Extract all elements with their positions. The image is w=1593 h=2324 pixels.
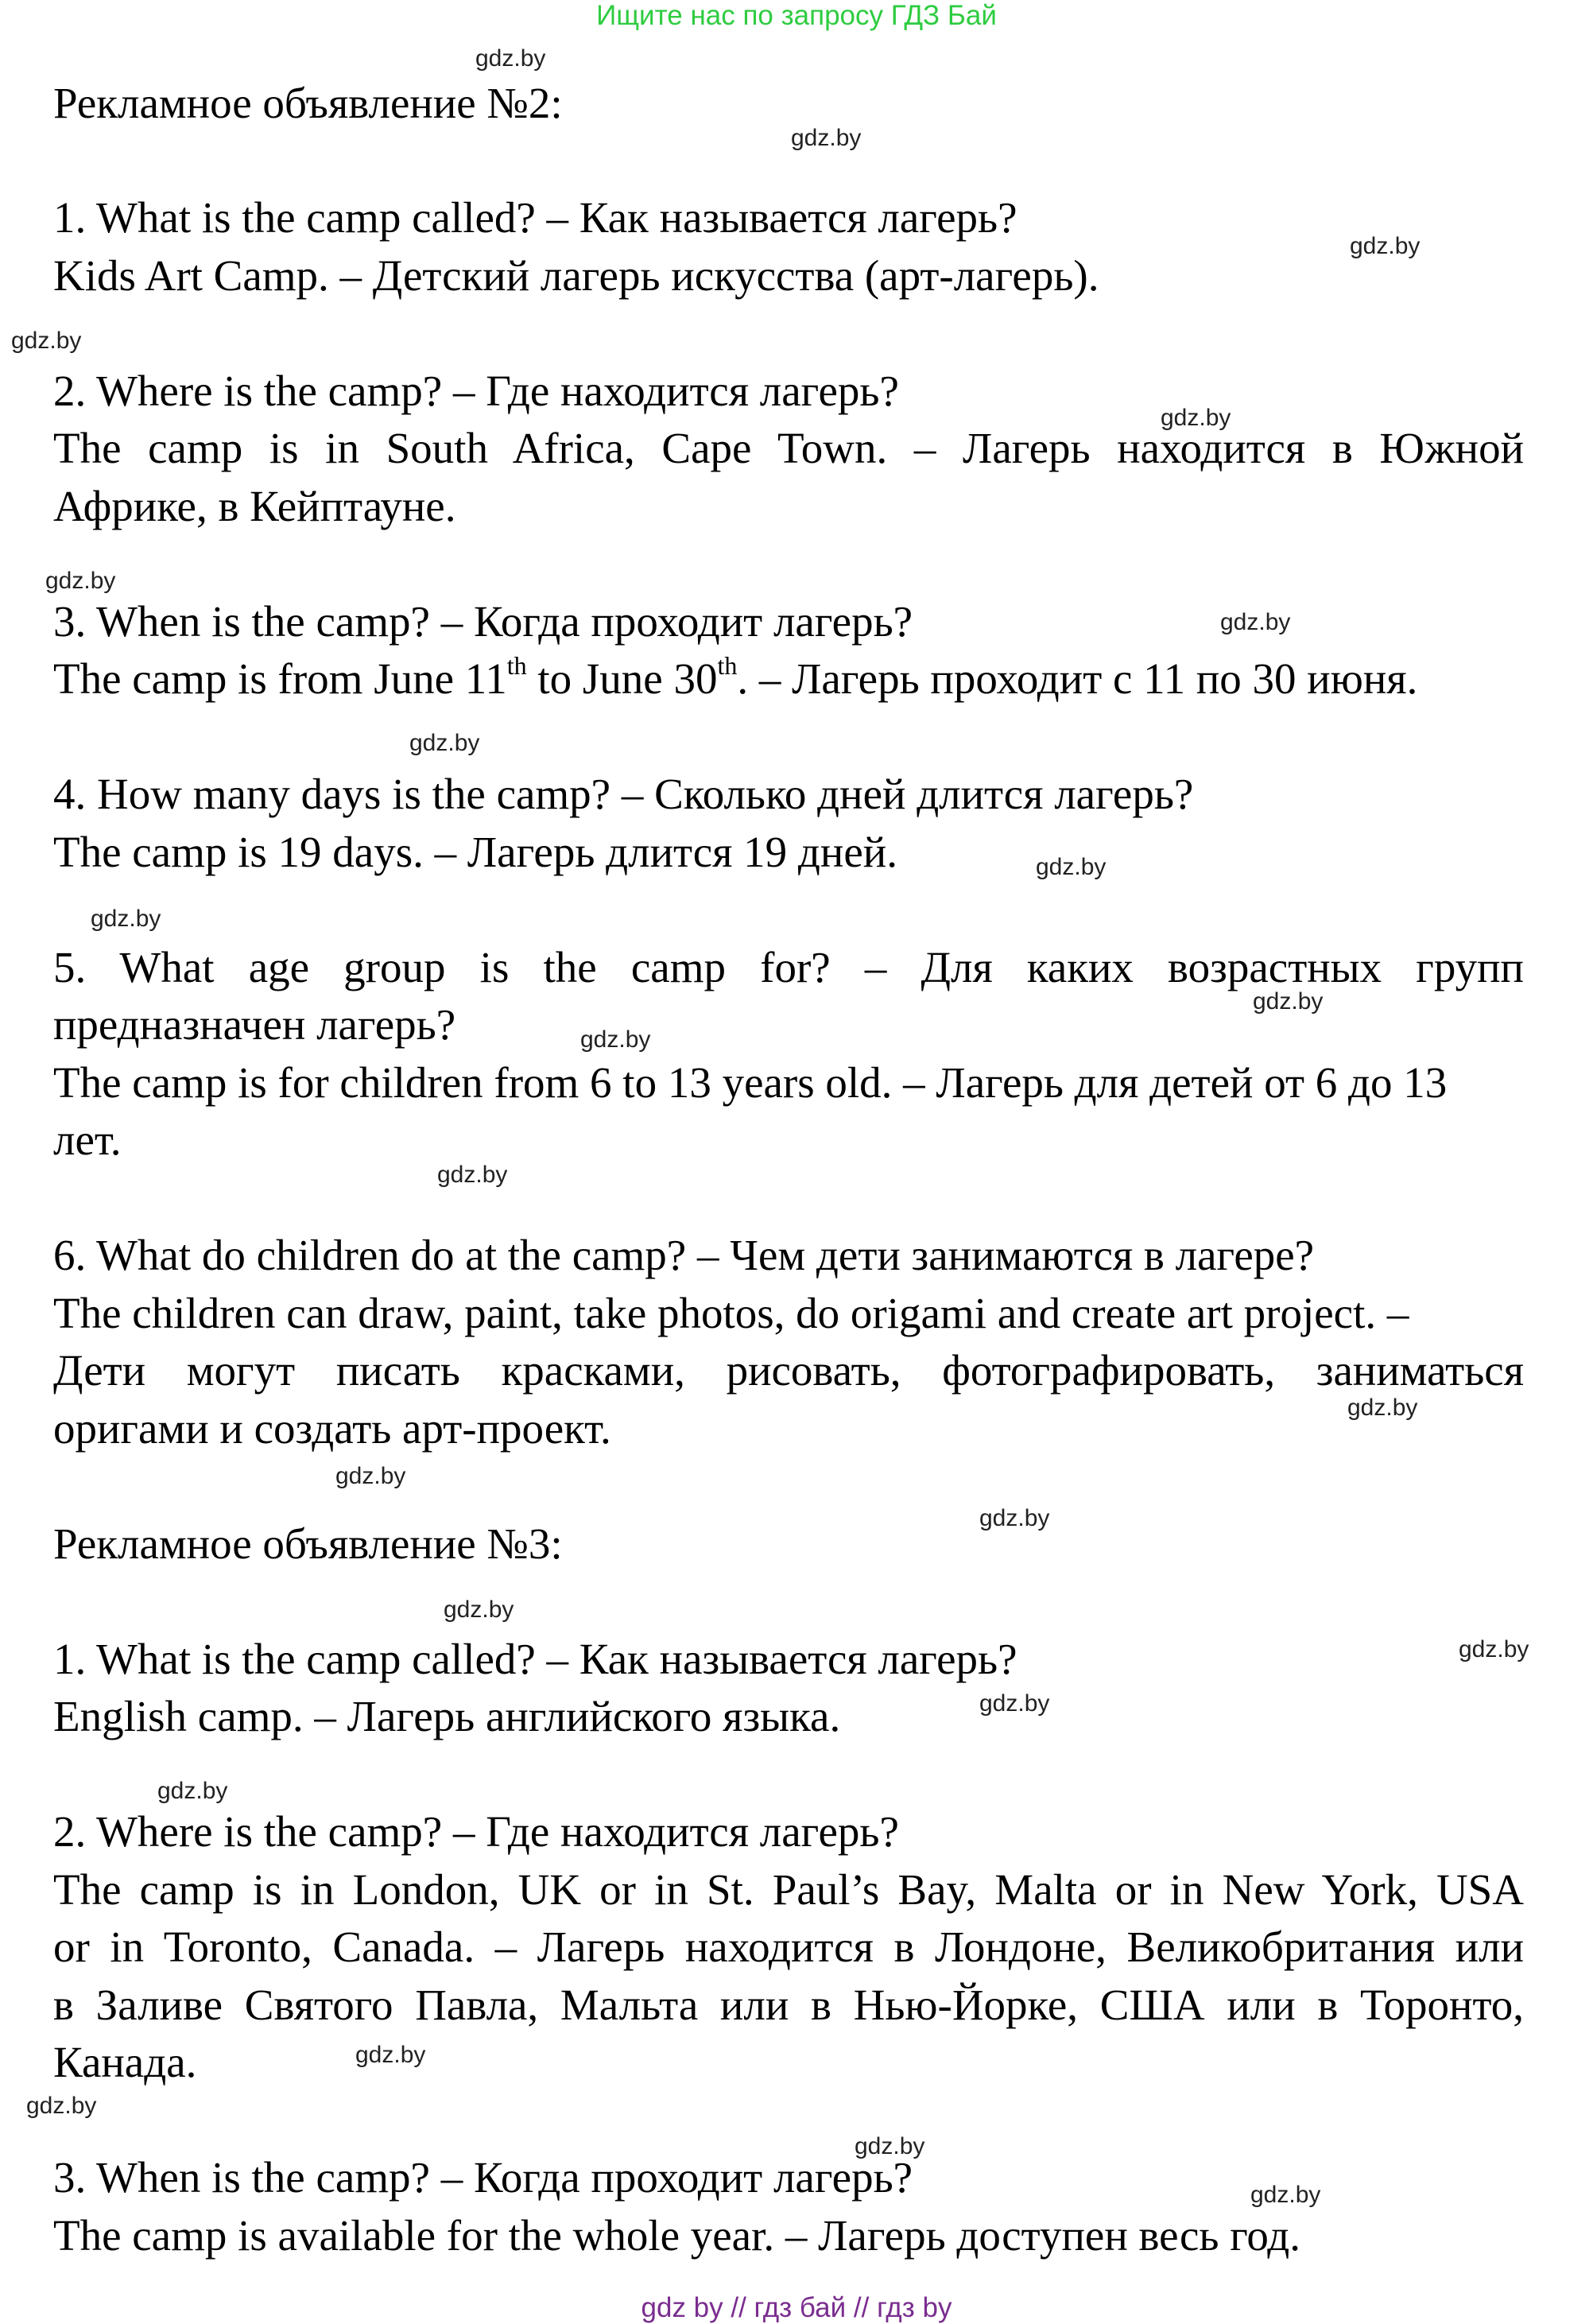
watermark: gdz.by <box>1253 988 1324 1015</box>
watermark: gdz.by <box>1250 2182 1321 2208</box>
watermark: gdz.by <box>444 1597 514 1623</box>
ad2-answer-5-line-1: The camp is for children from 6 to 13 years old. – Лагерь для детей от 6 до 13 <box>53 1058 1448 1107</box>
watermark: gdz.by <box>791 125 862 151</box>
ad2-question-1: 1. What is the camp called? – Как называется лагерь? <box>53 193 1017 242</box>
watermark: gdz.by <box>26 2093 97 2119</box>
footer-banner: gdz by // гдз бай // гдз by <box>641 2292 952 2323</box>
watermark: gdz.by <box>355 2042 426 2068</box>
watermark: gdz.by <box>475 45 546 72</box>
watermark: gdz.by <box>11 328 82 354</box>
watermark: gdz.by <box>1036 854 1107 880</box>
ad3-answer-2-line-4: Канада. <box>53 2038 197 2086</box>
ad3-answer-2-line-1: The camp is in London, UK or in St. Paul’s Bay, Malta or in New York, USA <box>53 1865 1524 1914</box>
ad2-question-3: 3. When is the camp? – Когда проходит лагерь? <box>53 597 913 646</box>
ad2-answer-3-part-2: to June 30 <box>526 654 718 703</box>
ad2-answer-3-part-1: The camp is from June 11 <box>53 654 507 703</box>
ad2-answer-3-part-3: . – Лагерь проходит с 11 по 30 июня. <box>737 654 1418 703</box>
ad2-answer-2-line-1: The camp is in South Africa, Cape Town. – Лагерь находится в Южной <box>53 424 1524 472</box>
ad2-answer-6-line-3: оригами и создать арт-проект. <box>53 1404 611 1453</box>
ad2-question-5-line-2: предназначен лагерь? <box>53 1000 456 1049</box>
ad2-question-2: 2. Where is the camp? – Где находится лагерь? <box>53 367 899 415</box>
watermark: gdz.by <box>91 906 161 932</box>
watermark: gdz.by <box>1350 233 1421 259</box>
ad3-question-1: 1. What is the camp called? – Как называется лагерь? <box>53 1635 1017 1683</box>
ad2-answer-5-line-2: лет. <box>53 1115 122 1164</box>
ad2-answer-3-sup-1: th <box>506 651 527 680</box>
watermark: gdz.by <box>1161 405 1231 431</box>
watermark: gdz.by <box>979 1505 1050 1531</box>
ad2-answer-3-sup-2: th <box>717 651 738 680</box>
ad3-answer-2-line-2: or in Toronto, Canada. – Лагерь находится в Лондоне, Великобритания или <box>53 1922 1524 1971</box>
ad3-answer-2-line-3: в Заливе Святого Павла, Мальта или в Нью-Йорке, США или в Торонто, <box>53 1981 1524 2029</box>
watermark: gdz.by <box>335 1463 406 1489</box>
watermark: gdz.by <box>409 730 480 756</box>
ad3-answer-1: English camp. – Лагерь английского языка. <box>53 1692 841 1740</box>
ad2-answer-3 <box>53 650 1524 708</box>
watermark: gdz.by <box>979 1690 1050 1717</box>
ad3-question-2: 2. Where is the camp? – Где находится лагерь? <box>53 1807 899 1856</box>
watermark: gdz.by <box>45 568 116 594</box>
ad2-title: Рекламное объявление №2: <box>53 79 563 127</box>
watermark: gdz.by <box>437 1162 508 1188</box>
watermark: gdz.by <box>855 2133 925 2159</box>
ad2-answer-6-line-2: Дети могут писать красками, рисовать, фотографировать, заниматься <box>53 1346 1524 1395</box>
watermark: gdz.by <box>1347 1395 1418 1421</box>
ad2-answer-2-line-2: Африке, в Кейптауне. <box>53 482 456 530</box>
header-banner: Ищите нас по запросу ГДЗ Бай <box>596 0 997 31</box>
ad2-answer-4: The camp is 19 days. – Лагерь длится 19 дней. <box>53 828 897 876</box>
watermark: gdz.by <box>1459 1636 1529 1662</box>
watermark: gdz.by <box>580 1026 651 1053</box>
watermark: gdz.by <box>1220 609 1291 635</box>
watermark: gdz.by <box>157 1778 228 1804</box>
ad2-question-6: 6. What do children do at the camp? – Чем дети занимаются в лагере? <box>53 1231 1315 1279</box>
ad3-question-3: 3. When is the camp? – Когда проходит лагерь? <box>53 2153 913 2202</box>
ad2-question-5-line-1: 5. What age group is the camp for? – Для каких возрастных групп <box>53 943 1524 991</box>
ad2-answer-6-line-1: The children can draw, paint, take photos, do origami and create art project. – <box>53 1289 1409 1337</box>
ad2-answer-1: Kids Art Camp. – Детский лагерь искусства (арт-лагерь). <box>53 251 1099 300</box>
ad3-answer-3: The camp is available for the whole year. – Лагерь доступен весь год. <box>53 2211 1301 2260</box>
ad2-question-4: 4. How many days is the camp? – Сколько дней длится лагерь? <box>53 770 1194 818</box>
ad3-title: Рекламное объявление №3: <box>53 1519 563 1568</box>
